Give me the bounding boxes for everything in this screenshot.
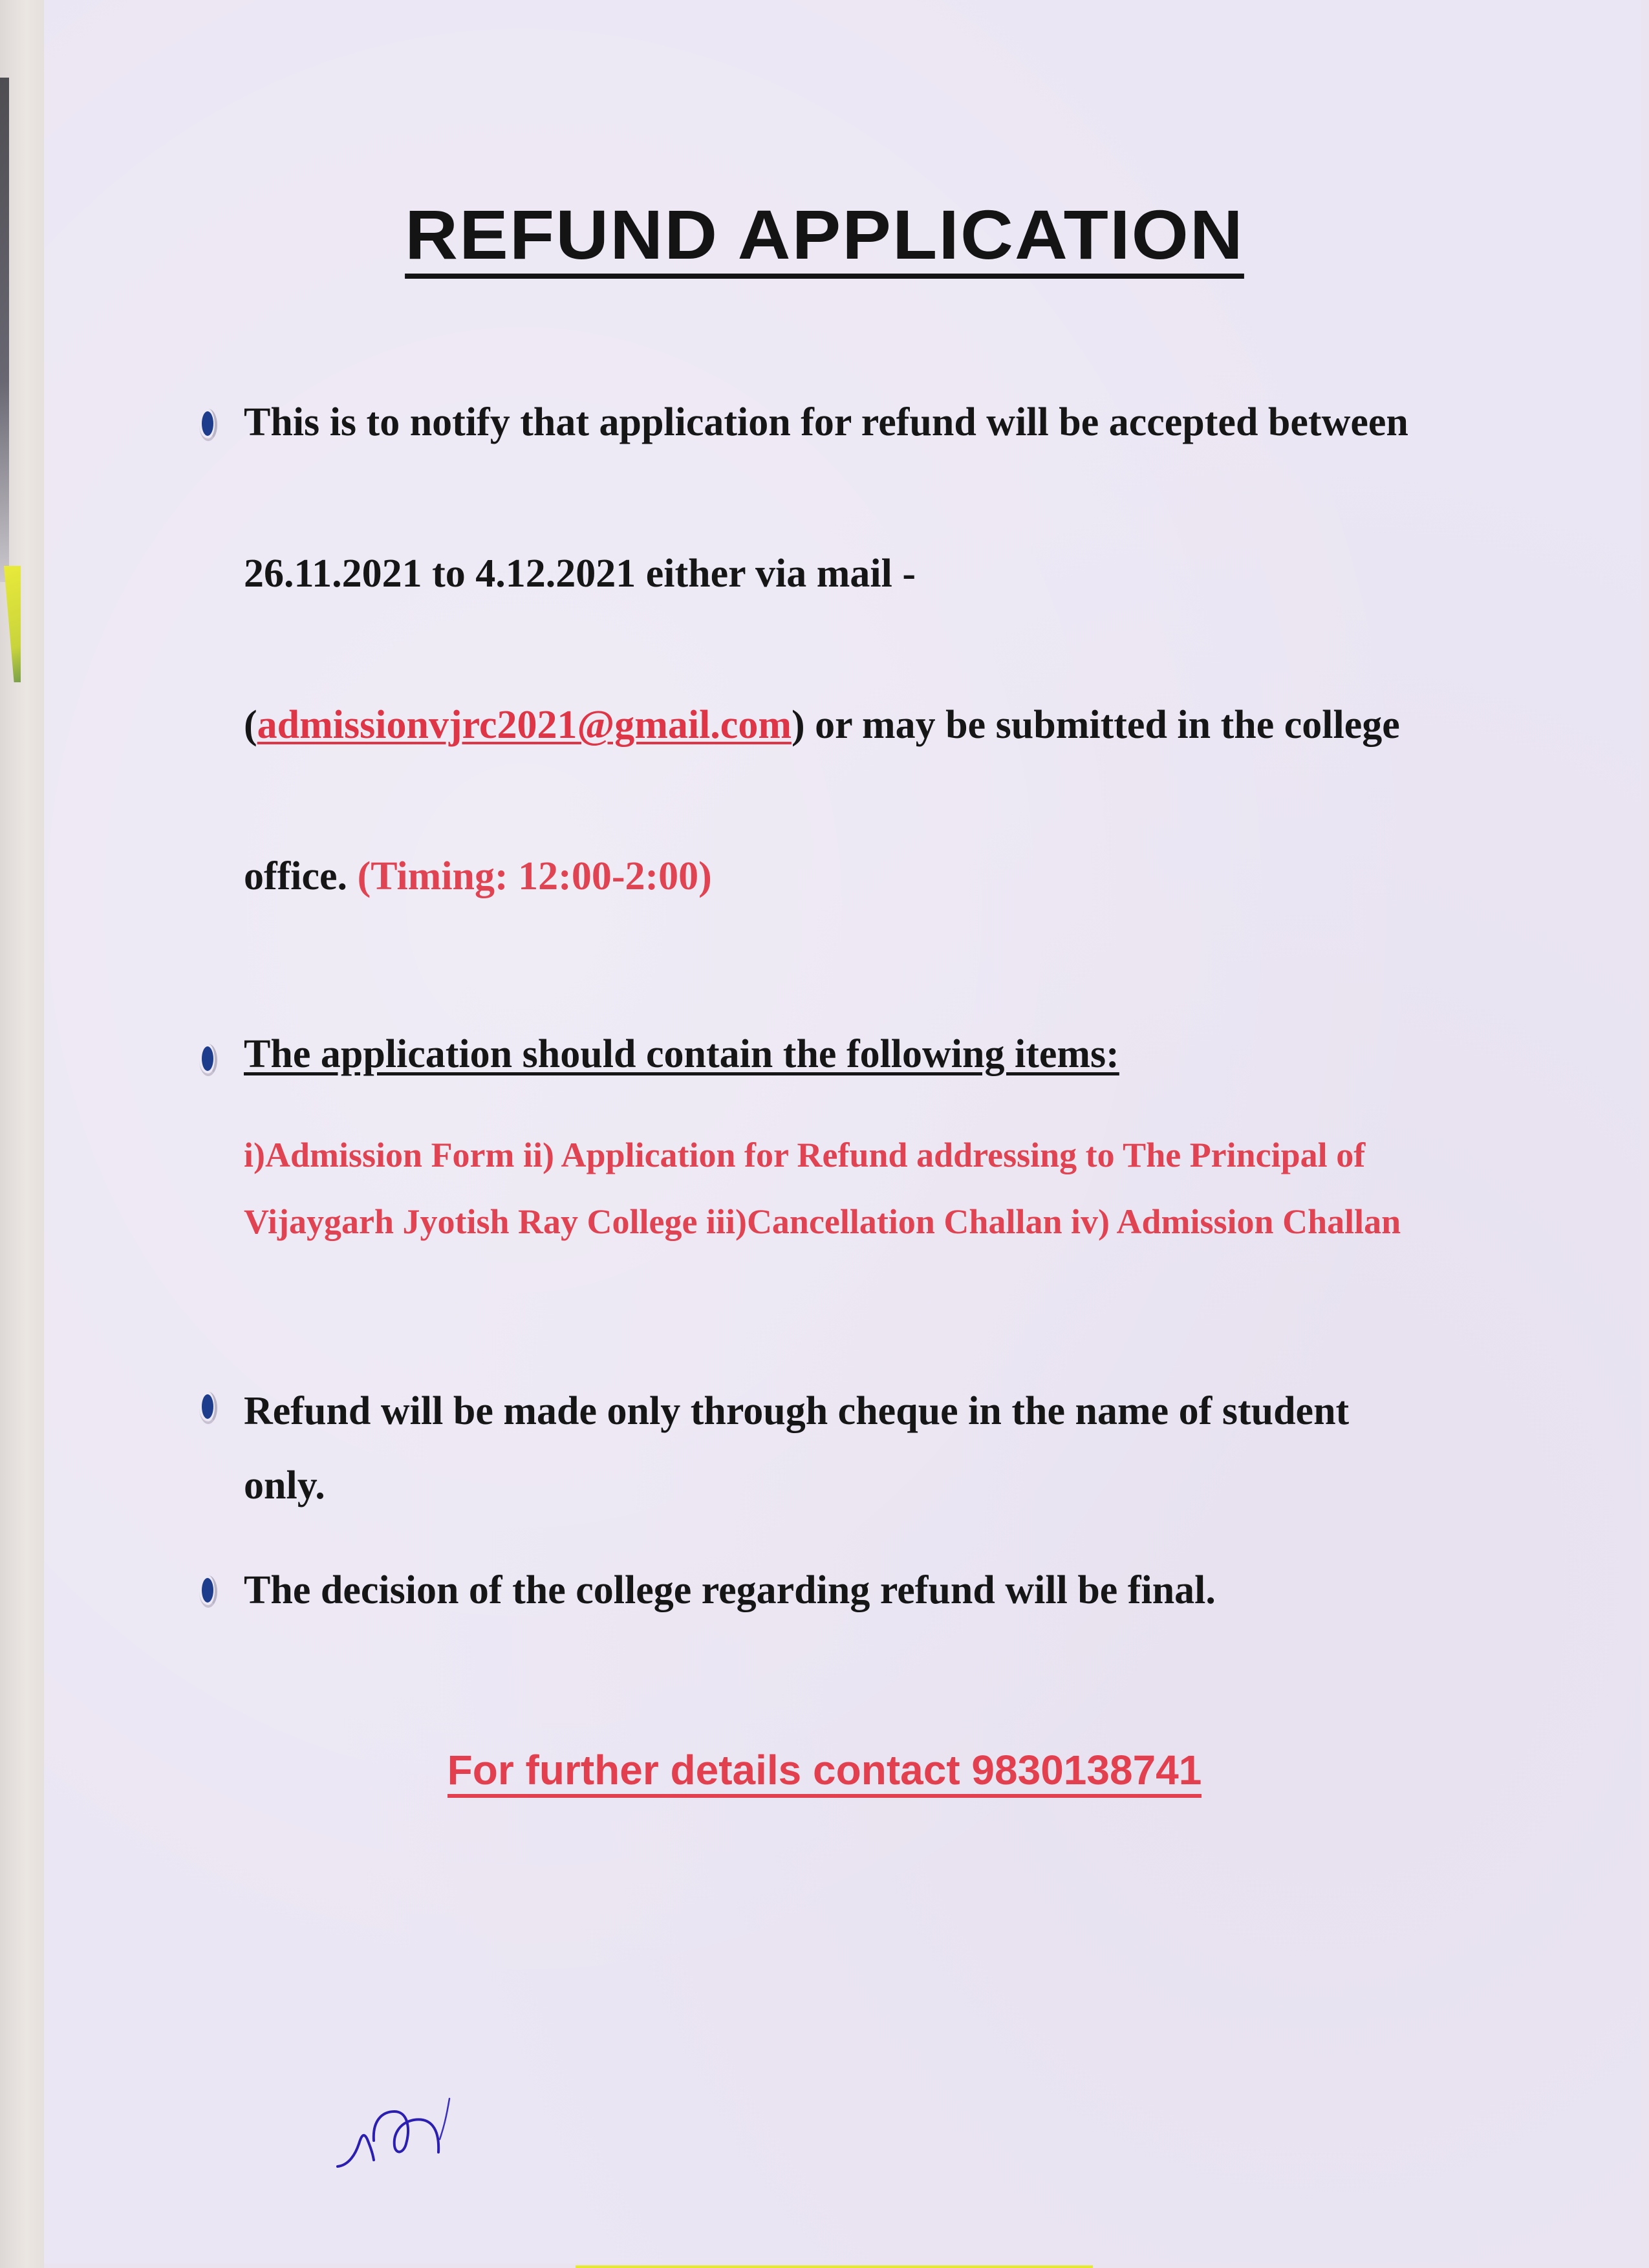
notice-line-4 [244, 854, 712, 900]
timing-text: (Timing: 12:00-2:00) [357, 854, 712, 898]
contact-line [0, 1746, 1649, 1798]
scan-bottom-yellow-edge [576, 2265, 1093, 2268]
required-items-line-2: Vijaygarh Jyotish Ray College iii)Cancellation Challan iv) Admission Challan [244, 1202, 1401, 1241]
submission-text: ) or may be submitted in the college [791, 703, 1400, 747]
scan-edge-shadow [0, 78, 9, 582]
document-page [44, 0, 1641, 2263]
email-link[interactable]: admissionvjrc2021@gmail.com [257, 703, 792, 747]
office-text: office. [244, 854, 358, 898]
cheque-text-end: only. [244, 1463, 325, 1507]
bullet-icon [198, 1041, 220, 1077]
bullet-icon [198, 1573, 220, 1609]
paren-open: ( [244, 703, 257, 747]
bullet-icon [198, 406, 220, 442]
document-title-text: REFUND APPLICATION [405, 198, 1244, 279]
bullet-icon [198, 1389, 220, 1425]
signature-icon [323, 2082, 453, 2173]
cheque-text: Refund will be made only through cheque in the name of student [244, 1389, 1350, 1433]
notice-text: This is to notify that application for refund will be accepted between [244, 400, 1408, 444]
decision-text: The decision of the college regarding refund will be final. [244, 1568, 1216, 1612]
items-heading: The application should contain the following items: [244, 1032, 1119, 1076]
cheque-line-2 [244, 1463, 325, 1509]
date-range-text: 26.11.2021 to 4.12.2021 either via mail - [244, 552, 916, 596]
notice-line-2 [244, 551, 916, 597]
decision-line [244, 1568, 1216, 1614]
required-items-line-1: i)Admission Form ii) Application for Refund addressing to The Principal of [244, 1136, 1366, 1174]
notice-line-3 [244, 702, 1400, 748]
document-title [0, 194, 1649, 279]
notice-line-1 [244, 400, 1408, 446]
cheque-line-1 [244, 1388, 1349, 1434]
contact-text: For further details contact 9830138741 [447, 1747, 1202, 1798]
